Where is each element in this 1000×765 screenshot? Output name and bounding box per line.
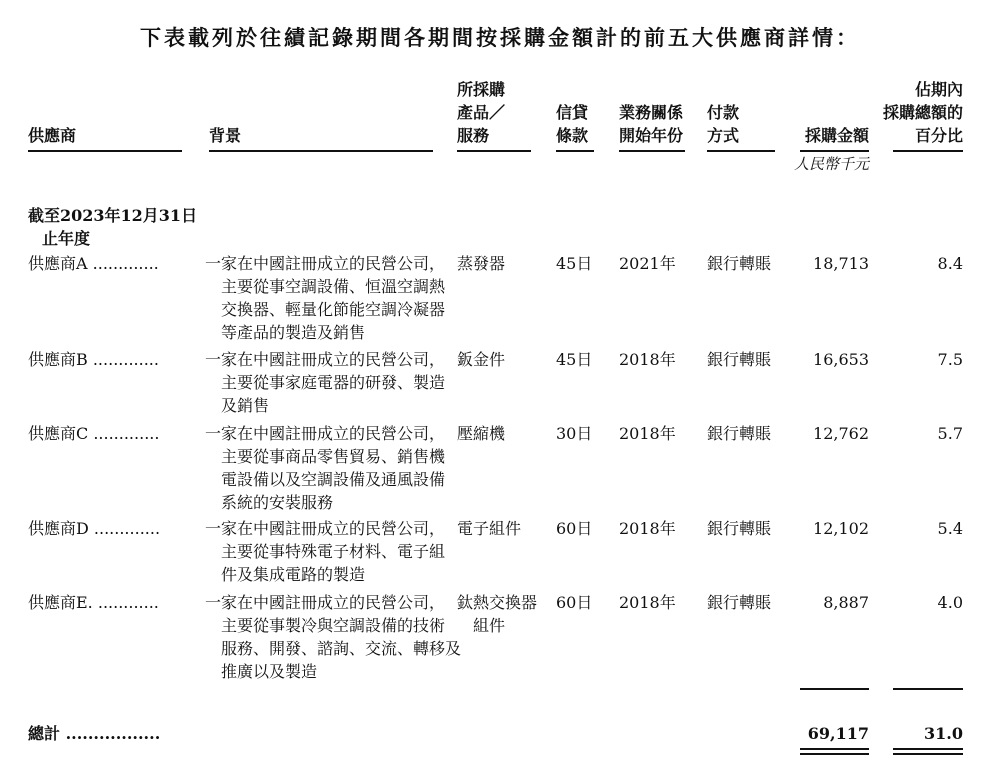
payment-method: 銀行轉賬 xyxy=(707,519,772,538)
header-payment: 付款 方式 xyxy=(707,103,740,145)
subtotal-rule-amount xyxy=(800,688,869,690)
total-double-rule-percent-1 xyxy=(893,748,963,750)
purchase-percent: 5.4 xyxy=(937,519,963,538)
purchase-amount: 18,713 xyxy=(813,254,869,273)
header-underline-product xyxy=(457,150,531,152)
header-underline-payment xyxy=(707,150,775,152)
supplier-name: 供應商C ............. xyxy=(28,424,160,443)
credit-terms: 45日 xyxy=(556,254,593,273)
start-year: 2018年 xyxy=(619,350,676,369)
header-underline-year xyxy=(619,150,685,152)
product-service: 蒸發器 xyxy=(457,254,506,273)
total-percent: 31.0 xyxy=(924,724,963,743)
period-label: 截至2023年12月31日 止年度 xyxy=(28,206,198,248)
purchase-percent: 7.5 xyxy=(937,350,963,369)
purchase-percent: 5.7 xyxy=(937,424,963,443)
start-year: 2018年 xyxy=(619,519,676,538)
start-year: 2021年 xyxy=(619,254,676,273)
purchase-percent: 4.0 xyxy=(937,593,963,612)
supplier-background: 一家在中國註冊成立的民營公司， 主要從事商品零售貿易、銷售機 電設備以及空調設備及通風設備 系統的安裝服務 xyxy=(205,424,446,512)
payment-method: 銀行轉賬 xyxy=(707,424,772,443)
header-underline-amount xyxy=(800,150,869,152)
supplier-background: 一家在中國註冊成立的民營公司， 主要從事特殊電子材料、電子組 件及集成電路的製造 xyxy=(205,519,446,584)
payment-method: 銀行轉賬 xyxy=(707,350,772,369)
total-double-rule-amount-2 xyxy=(800,753,869,755)
header-background: 背景 xyxy=(209,126,242,145)
subtotal-rule-percent xyxy=(893,688,963,690)
start-year: 2018年 xyxy=(619,424,676,443)
header-underline-background xyxy=(209,150,433,152)
credit-terms: 60日 xyxy=(556,519,593,538)
supplier-name: 供應商A ............. xyxy=(28,254,159,273)
product-service: 鈦熱交換器 組件 xyxy=(457,593,538,635)
start-year: 2018年 xyxy=(619,593,676,612)
credit-terms: 30日 xyxy=(556,424,593,443)
supplier-name: 供應商B ............. xyxy=(28,350,159,369)
total-double-rule-amount-1 xyxy=(800,748,869,750)
purchase-amount: 12,762 xyxy=(813,424,869,443)
credit-terms: 45日 xyxy=(556,350,593,369)
header-underline-credit xyxy=(556,150,594,152)
supplier-name: 供應商E. ............ xyxy=(28,593,159,612)
page-title: 下表載列於往績記錄期間各期間按採購金額計的前五大供應商詳情： xyxy=(140,25,860,50)
header-supplier: 供應商 xyxy=(28,126,77,145)
total-label: 總計 ................. xyxy=(28,724,161,743)
payment-method: 銀行轉賬 xyxy=(707,254,772,273)
supplier-background: 一家在中國註冊成立的民營公司， 主要從事製冷與空調設備的技術 服務、開發、諮詢、交流、轉移及 推廣以及製造 xyxy=(205,593,462,681)
purchase-percent: 8.4 xyxy=(937,254,963,273)
product-service: 鈑金件 xyxy=(457,350,506,369)
header-start-year: 業務關係 開始年份 xyxy=(619,103,684,145)
supplier-background: 一家在中國註冊成立的民營公司， 主要從事空調設備、恒溫空調熱 交換器、輕量化節能空調冷凝器 等產品的製造及銷售 xyxy=(205,254,446,342)
header-percent: 佔期內 採購總額的 百分比 xyxy=(882,80,963,145)
header-amount: 採購金額 xyxy=(804,126,869,145)
header-underline-percent xyxy=(893,150,963,152)
total-double-rule-percent-2 xyxy=(893,753,963,755)
purchase-amount: 16,653 xyxy=(813,350,869,369)
total-amount: 69,117 xyxy=(807,724,869,743)
product-service: 電子組件 xyxy=(457,519,522,538)
product-service: 壓縮機 xyxy=(457,424,506,443)
supplier-name: 供應商D ............. xyxy=(28,519,161,538)
header-product: 所採購 產品／ 服務 xyxy=(457,80,506,145)
credit-terms: 60日 xyxy=(556,593,593,612)
header-underline-supplier xyxy=(28,150,182,152)
header-credit-terms: 信貸 條款 xyxy=(556,103,589,145)
header-unit: 人民幣千元 xyxy=(793,155,869,173)
supplier-background: 一家在中國註冊成立的民營公司， 主要從事家庭電器的研發、製造 及銷售 xyxy=(205,350,446,415)
purchase-amount: 12,102 xyxy=(813,519,869,538)
payment-method: 銀行轉賬 xyxy=(707,593,772,612)
purchase-amount: 8,887 xyxy=(823,593,869,612)
